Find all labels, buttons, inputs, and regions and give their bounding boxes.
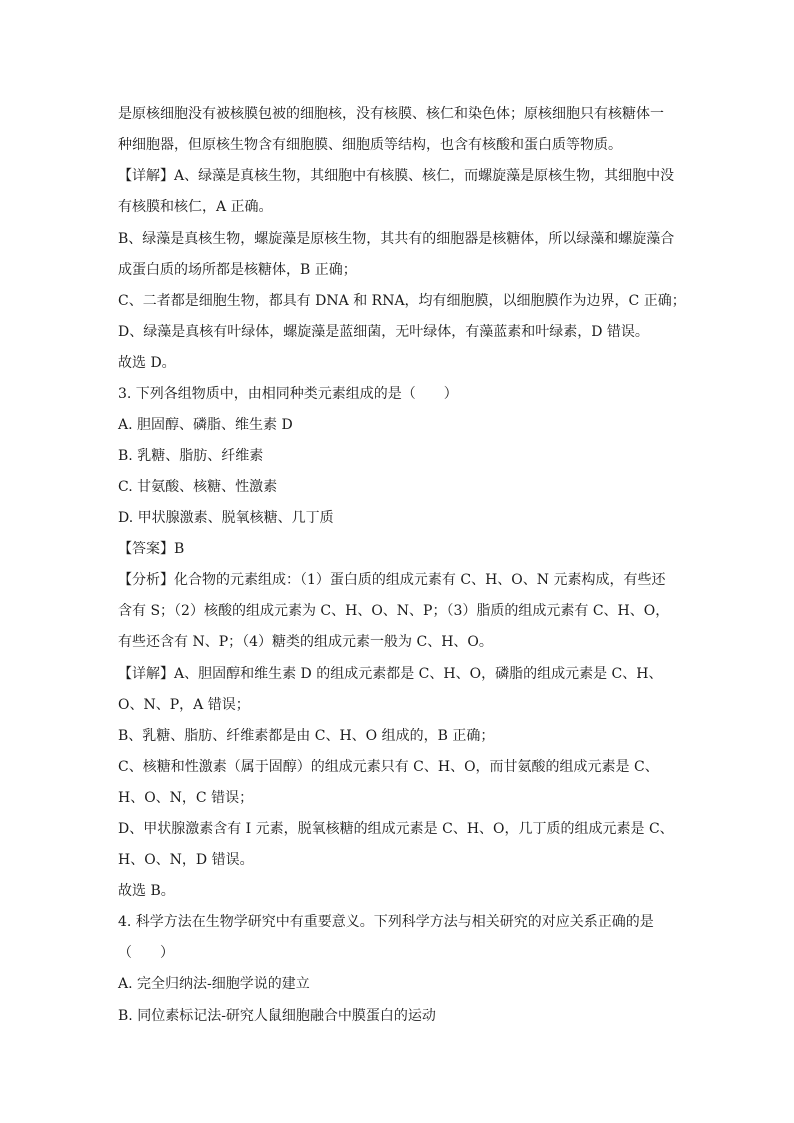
text-line: 【详解】A、绿藻是真核生物，其细胞中有核膜、核仁，而螺旋藻是原核生物，其细胞中没 (118, 168, 675, 184)
text-line: C、核糖和性激素（属于固醇）的组成元素只有 C、H、O，而甘氨酸的组成元素是 C、 (118, 759, 659, 775)
text-line: 含有 S；（2）核酸的组成元素为 C、H、O、N、P；（3）脂质的组成元素有 C、H、O， (118, 603, 670, 619)
question-4-option-b: B. 同位素标记法-研究人鼠细胞融合中膜蛋白的运动 (118, 1008, 436, 1024)
question-3-option-b: B. 乳糖、脂肪、纤维素 (118, 448, 264, 464)
answer-label: 【答案】B (118, 541, 185, 557)
question-3-stem: 3. 下列各组物质中，由相同种类元素组成的是（ ） (118, 386, 458, 402)
text-line: 种细胞器，但原核生物含有细胞膜、细胞质等结构，也含有核酸和蛋白质等物质。 (118, 137, 622, 153)
text-line: H、O、N，D 错误。 (118, 852, 254, 868)
question-4-stem: 4. 科学方法在生物学研究中有重要意义。下列科学方法与相关研究的对应关系正确的是 (118, 914, 654, 930)
text-line: 成蛋白质的场所都是核糖体，B 正确； (118, 262, 357, 278)
question-4-stem-cont: （ ） (118, 945, 174, 961)
question-3-option-a: A. 胆固醇、磷脂、维生素 D (118, 417, 293, 433)
text-line: D、绿藻是真核有叶绿体，螺旋藻是蓝细菌，无叶绿体，有藻蓝素和叶绿素，D 错误。 (118, 324, 649, 340)
text-line: B、乳糖、脂肪、纤维素都是由 C、H、O 组成的，B 正确； (118, 728, 495, 744)
text-line: 故选 D。 (118, 355, 176, 371)
text-line: 【分析】化合物的元素组成：（1）蛋白质的组成元素有 C、H、O、N 元素构成，有些还 (118, 572, 666, 588)
text-line: 【详解】A、胆固醇和维生素 D 的组成元素都是 C、H、O，磷脂的组成元素是 C、H、 (118, 666, 663, 682)
text-line: C、二者都是细胞生物，都具有 DNA 和 RNA，均有细胞膜，以细胞膜作为边界，C 正确； (118, 293, 686, 309)
question-4-option-a: A. 完全归纳法-细胞学说的建立 (118, 976, 310, 992)
text-line: 故选 B。 (118, 883, 175, 899)
text-line: 是原核细胞没有被核膜包被的细胞核，没有核膜、核仁和染色体；原核细胞只有核糖体一 (118, 106, 664, 122)
text-line: 有些还含有 N、P；（4）糖类的组成元素一般为 C、H、O。 (118, 634, 493, 650)
text-line: O、N、P，A 错误； (118, 697, 250, 713)
text-line: H、O、N，C 错误； (118, 790, 254, 806)
question-3-option-c: C. 甘氨酸、核糖、性激素 (118, 479, 278, 495)
text-line: 有核膜和核仁，A 正确。 (118, 199, 273, 215)
text-line: B、绿藻是真核生物，螺旋藻是原核生物，其共有的细胞器是核糖体，所以绿藻和螺旋藻合 (118, 231, 675, 247)
text-line: D、甲状腺激素含有 I 元素，脱氧核糖的组成元素是 C、H、O，几丁质的组成元素是 C、 (118, 821, 674, 837)
question-3-option-d: D. 甲状腺激素、脱氧核糖、几丁质 (118, 510, 334, 526)
